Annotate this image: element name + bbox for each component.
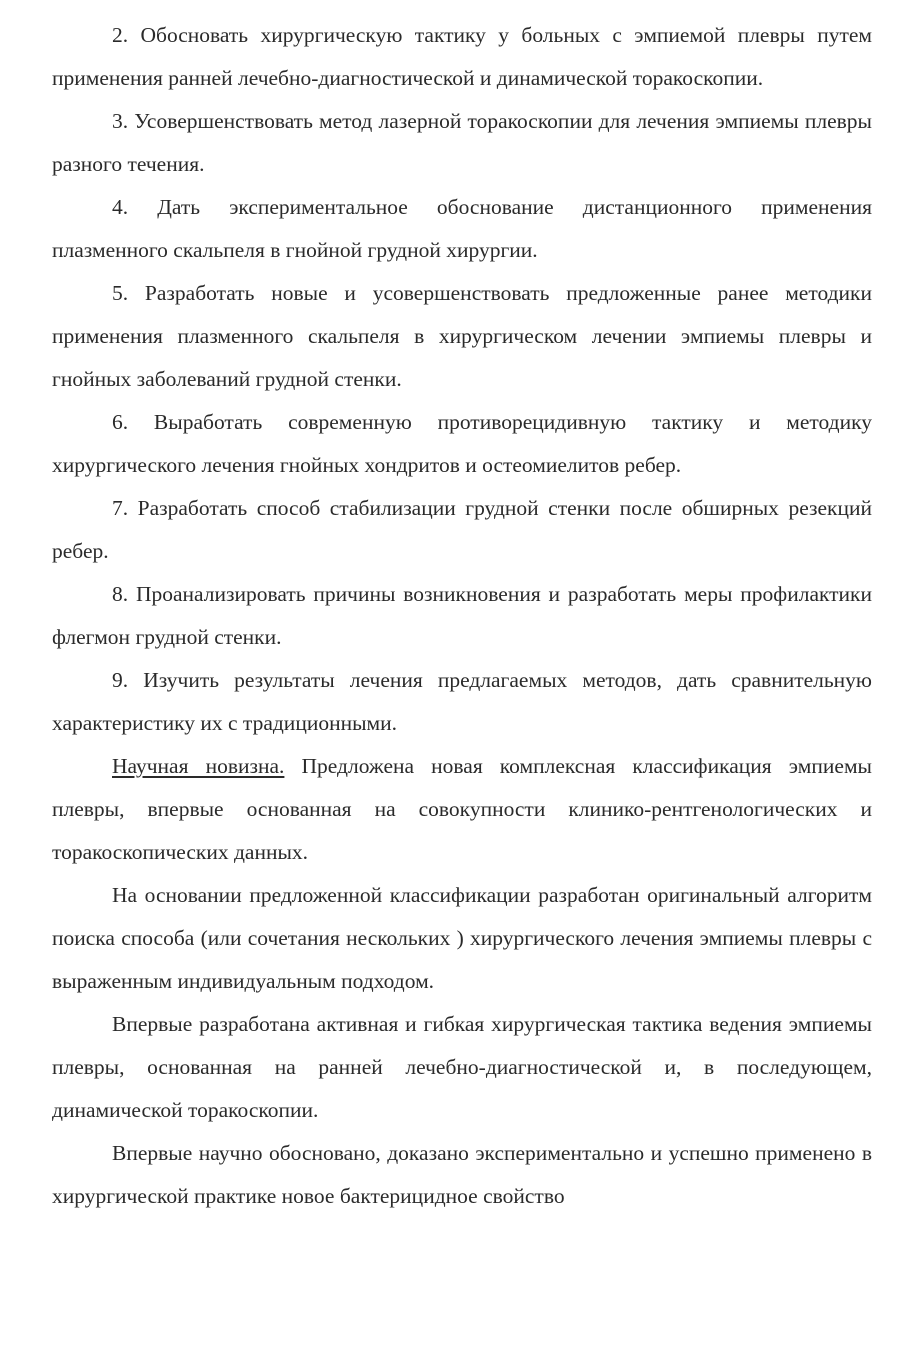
paragraph-novelty — [52, 745, 872, 874]
paragraph-task-6: 6. Выработать современную противорецидивную тактику и методику хирургического лечения гнойных хондритов и остеомиелитов ребер. — [52, 410, 872, 477]
paragraph-novelty-3: Впервые разработана активная и гибкая хирургическая тактика ведения эмпиемы плевры, основанная на ранней лечебно-диагностической и, в последующем, динамической торакоскопии. — [52, 1012, 872, 1122]
paragraph-task-3: 3. Усовершенствовать метод лазерной торакоскопии для лечения эмпиемы плевры разного течения. — [52, 109, 872, 176]
novelty-heading: Научная новизна. — [112, 754, 285, 778]
document-page — [52, 14, 872, 1218]
paragraph-novelty-2: На основании предложенной классификации разработан оригинальный алгоритм поиска способа (или сочетания нескольких ) хирургического лечения эмпиемы плевры с выраженным индивидуальным подходом. — [52, 883, 872, 993]
paragraph-task-9: 9. Изучить результаты лечения предлагаемых методов, дать сравнительную характеристику их с традиционными. — [52, 668, 872, 735]
paragraph-task-2: 2. Обосновать хирургическую тактику у больных с эмпиемой плевры путем применения ранней лечебно-диагностической и динамической торакоскопии. — [52, 23, 872, 90]
novelty-text: Предложена новая комплексная классификация эмпиемы плевры, впервые основанная на совокупности клинико-рентгенологических и торакоскопических данных. — [52, 754, 872, 864]
paragraph-task-4: 4. Дать экспериментальное обоснование дистанционного применения плазменного скальпеля в гнойной грудной хирургии. — [52, 195, 872, 262]
paragraph-task-5: 5. Разработать новые и усовершенствовать предложенные ранее методики применения плазменного скальпеля в хирургическом лечении эмпиемы плевры и гнойных заболеваний грудной стенки. — [52, 281, 872, 391]
paragraph-task-7: 7. Разработать способ стабилизации грудной стенки после обширных резекций ребер. — [52, 496, 872, 563]
paragraph-task-8: 8. Проанализировать причины возникновения и разработать меры профилактики флегмон грудной стенки. — [52, 582, 872, 649]
paragraph-novelty-4: Впервые научно обосновано, доказано экспериментально и успешно применено в хирургической практике новое бактерицидное свойство — [52, 1141, 872, 1208]
